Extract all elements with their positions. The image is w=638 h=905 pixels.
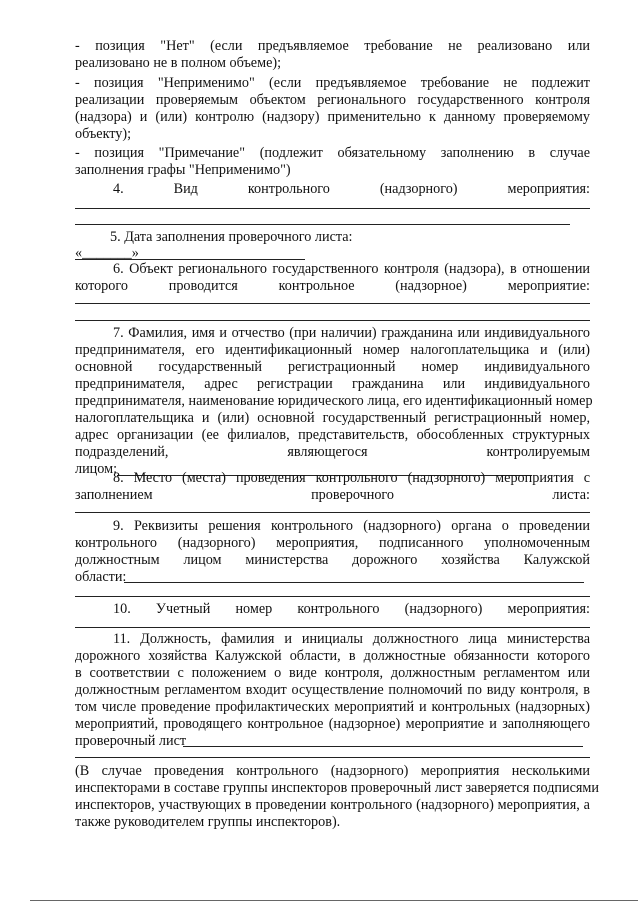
section-7-heading: 7. Фамилия, имя и отчество (при наличии) гражданина или индивидуального [113,325,590,341]
fill-line [75,757,590,758]
text-line: контрольного (надзорного) мероприятия, подписанного уполномоченным [75,535,590,551]
text-line: заполнением проверочного листа: [75,487,590,503]
note-line: (В случае проведения контрольного (надзорного) мероприятия несколькими [75,763,590,779]
fill-line [75,596,590,597]
fill-line [75,627,590,628]
date-field: «_______» [75,245,139,261]
text-line: реализации проверяемым объектом регионального государственного контроля [75,92,590,108]
text-line: мероприятий, проводящего контрольное (надзорное) мероприятие и заполняющего [75,716,590,732]
text-line: должностным регламентом входит осуществление полномочий по виду контроля, в [75,682,590,698]
fill-line [75,259,305,260]
section-10-heading: 10. Учетный номер контрольного (надзорного) мероприятия: [113,601,590,617]
text-line: - позиция "Примечание" (подлежит обязательному заполнению в случае [75,145,590,161]
text-line: заполнения графы "Неприменимо") [75,162,291,178]
text-line: предпринимателя, наименование юридического лица, его идентификационный номер [75,393,593,409]
section-5-heading: 5. Дата заполнения проверочного листа: [110,229,353,245]
section-4-heading: 4. Вид контрольного (надзорного) мероприятия: [113,181,590,197]
text-line: дорожного хозяйства Калужской области, в должностные обязанности которого [75,648,590,664]
section-6-heading: 6. Объект регионального государственного контроля (надзора), в отношении [113,261,590,277]
text-line: проверочный лист [75,733,187,749]
note-line: также руководителем группы инспекторов). [75,814,341,830]
fill-line [183,746,583,747]
fill-line [75,303,590,304]
text-line: предпринимателя, его идентификационный номер налогоплательщика и (или) [75,342,590,358]
text-line: лицом: [75,461,118,477]
section-9-heading: 9. Реквизиты решения контрольного (надзорного) органа о проведении [113,518,590,534]
page-bottom-edge [30,900,638,901]
text-line: предпринимателя, адрес регистрации гражданина или индивидуального [75,376,590,392]
text-line: которого проводится контрольное (надзорное) мероприятие: [75,278,590,294]
fill-line [75,224,570,225]
section-11-heading: 11. Должность, фамилия и инициалы должностного лица министерства [113,631,590,647]
fill-line [75,512,590,513]
note-line: инспекторов, участвующих в проведении контрольного (надзорного) мероприятия, а [75,797,590,813]
text-line: в соответствии с положением о виде контроля, должностным регламентом или [75,665,590,681]
fill-line [75,208,590,209]
text-line: области: [75,569,127,585]
note-line: инспекторами в составе группы инспекторов проверочный лист заверяется подписями [75,780,599,796]
text-line: должностным лицом министерства дорожного хозяйства Калужской [75,552,590,568]
text-line: том числе проведение профилактических мероприятий и контрольных (надзорных) [75,699,590,715]
text-line: основной государственный регистрационный номер индивидуального [75,359,590,375]
text-line: реализовано не в полном объеме); [75,55,282,71]
section-8-heading: 8. Место (места) проведения контрольного (надзорного) мероприятия с [113,470,590,486]
text-line: - позиция "Неприменимо" (если предъявляемое требование не подлежит [75,75,590,91]
text-line: подразделений, являющегося контролируемым [75,444,590,460]
text-line: налогоплательщика и (или) основной государственный регистрационный номер, [75,410,590,426]
text-line: - позиция "Нет" (если предъявляемое требование не реализовано или [75,38,590,54]
text-line: адрес организации (ее филиалов, представительств, обособленных структурных [75,427,590,443]
fill-line [75,320,590,321]
text-line: объекту); [75,126,132,142]
text-line: (надзора) и (или) контролю (надзору) применительно к данному проверяемому [75,109,590,125]
fill-line [124,582,584,583]
